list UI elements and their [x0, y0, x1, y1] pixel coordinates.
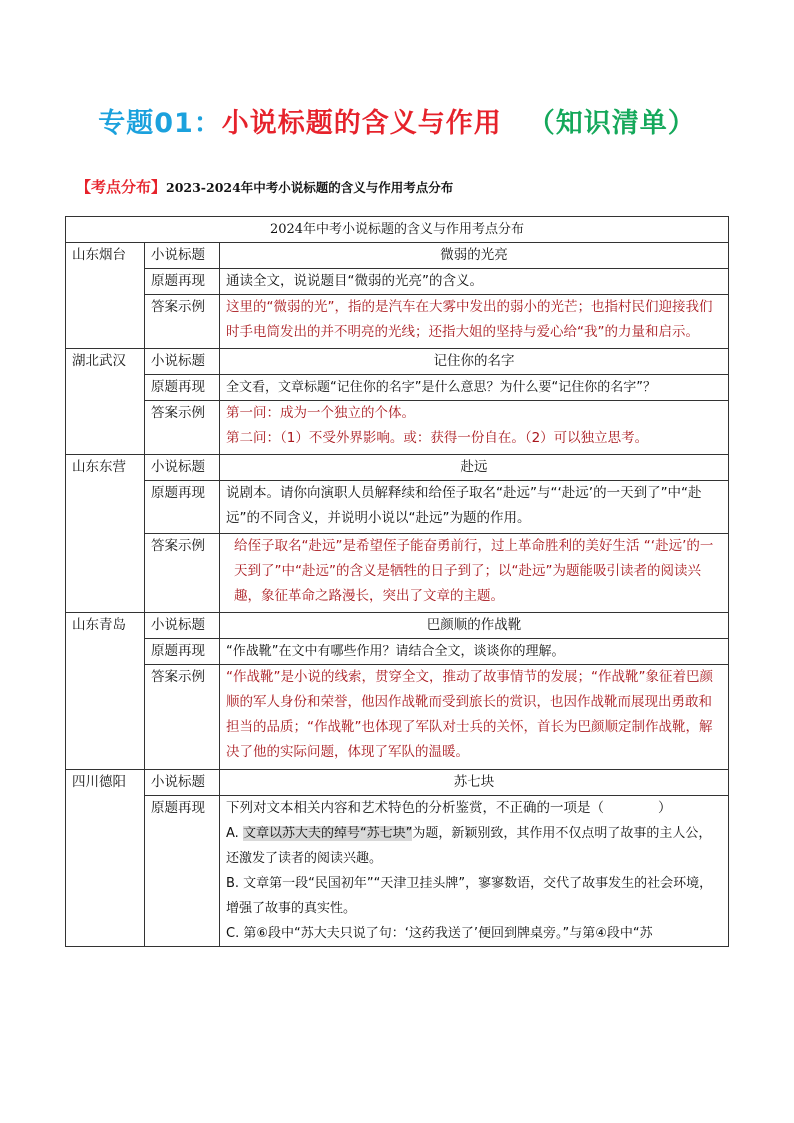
section-heading: [76, 176, 453, 197]
novel-title-cell: 赴远: [220, 455, 729, 481]
table-row: [66, 375, 729, 401]
question-cell: [220, 796, 729, 947]
question-cell: 全文看，文章标题“记住你的名字”是什么意思？为什么要“记住你的名字”？: [220, 375, 729, 401]
label-cell: 小说标题: [145, 349, 220, 375]
novel-title-cell: 巴颜顺的作战靴: [220, 613, 729, 639]
section-bracket-label: 【考点分布】: [76, 178, 167, 196]
title-topic-name: 小说标题的含义与作用: [221, 108, 502, 139]
answer-cell: 给侄子取名“赴远”是希望侄子能奋勇前行，过上革命胜利的美好生活 “‘赴远’的一天到了”中“赴远”的含义是牺牲的日子到了；以“赴远”为题能吸引读者的阅读兴趣，象征革命之路漫长，突出了文章的主题。: [220, 534, 729, 613]
label-cell: 原题再现: [145, 375, 220, 401]
label-cell: 答案示例: [145, 534, 220, 613]
question-cell: 说剧本。请你向演职人员解释续和给侄子取名“赴远”与“‘赴远’的一天到了”中“赴远”的不同含义，并说明小说以“赴远”为题的作用。: [220, 481, 729, 534]
option-a-prefix: A.: [226, 826, 243, 841]
question-stem: 下列对文本相关内容和艺术特色的分析鉴赏，不正确的一项是（ ）: [226, 800, 672, 816]
answer-line: 第一问：成为一个独立的个体。: [226, 405, 415, 421]
table-row: [66, 349, 729, 375]
title-suffix: （知识清单）: [527, 108, 696, 139]
region-cell: 四川德阳: [66, 770, 145, 947]
label-cell: 小说标题: [145, 243, 220, 269]
label-cell: 小说标题: [145, 770, 220, 796]
option-b: B. 文章第一段“民国初年”“天津卫挂头牌”，寥寥数语，交代了故事发生的社会环境，增强了故事的真实性。: [226, 876, 713, 916]
answer-cell: [220, 401, 729, 455]
answer-cell: 这里的“微弱的光”，指的是汽车在大雾中发出的弱小的光芒；也指村民们迎接我们时手电筒发出的并不明亮的光线；还指大姐的坚持与爱心给“我”的力量和启示。: [220, 295, 729, 349]
region-cell: 山东烟台: [66, 243, 145, 349]
table-row: [66, 295, 729, 349]
novel-title-cell: 微弱的光亮: [220, 243, 729, 269]
region-cell: 山东东营: [66, 455, 145, 613]
novel-title-cell: 苏七块: [220, 770, 729, 796]
option-a-rest: 为题，新颖别致，其作用不仅点明了故事的主人公，还激发了读者的阅读兴趣。: [226, 826, 712, 866]
table-row: [66, 613, 729, 639]
table-row: [66, 639, 729, 665]
exam-points-table: [65, 216, 729, 947]
label-cell: 小说标题: [145, 455, 220, 481]
table-row: [66, 455, 729, 481]
label-cell: 原题再现: [145, 269, 220, 295]
label-cell: 答案示例: [145, 401, 220, 455]
label-cell: 答案示例: [145, 665, 220, 770]
label-cell: 小说标题: [145, 613, 220, 639]
answer-line: 第二问：（1）不受外界影响。或：获得一份自在。（2）可以独立思考。: [226, 430, 649, 446]
title-topic-number: 专题01：: [98, 108, 222, 139]
label-cell: 答案示例: [145, 295, 220, 349]
novel-title-cell: 记住你的名字: [220, 349, 729, 375]
table-row: [66, 534, 729, 613]
label-cell: 原题再现: [145, 481, 220, 534]
label-cell: 原题再现: [145, 796, 220, 947]
option-a-highlight: 文章以苏大夫的绰号“苏七块”: [242, 826, 413, 841]
table-row: [66, 481, 729, 534]
region-cell: 湖北武汉: [66, 349, 145, 455]
table-header: 2024年中考小说标题的含义与作用考点分布: [66, 217, 729, 243]
option-a: [226, 821, 722, 871]
question-cell: 通读全文，说说题目“微弱的光亮”的含义。: [220, 269, 729, 295]
option-c: C. 第⑥段中“苏大夫只说了句：‘这药我送了’便回到牌桌旁。”与第④段中“苏: [226, 926, 653, 941]
table-row: [66, 401, 729, 455]
table-row: [66, 243, 729, 269]
table-row: [66, 665, 729, 770]
label-cell: 原题再现: [145, 639, 220, 665]
table-row: [66, 770, 729, 796]
table-row: [66, 269, 729, 295]
region-cell: 山东青岛: [66, 613, 145, 770]
answer-cell: “作战靴”是小说的线索，贯穿全文，推动了故事情节的发展；“作战靴”象征着巴颜顺的军人身份和荣誉，他因作战靴而受到旅长的赏识，也因作战靴而展现出勇敢和担当的品质；“作战靴”也体现了军队对士兵的关怀，首长为巴颜顺定制作战靴，解决了他的实际问题，体现了军队的温暖。: [220, 665, 729, 770]
question-cell: “作战靴”在文中有哪些作用？请结合全文，谈谈你的理解。: [220, 639, 729, 665]
page-title: [0, 101, 794, 140]
table-header-row: [66, 217, 729, 243]
table-row: [66, 796, 729, 947]
section-heading-text: 2023-2024年中考小说标题的含义与作用考点分布: [166, 180, 454, 195]
